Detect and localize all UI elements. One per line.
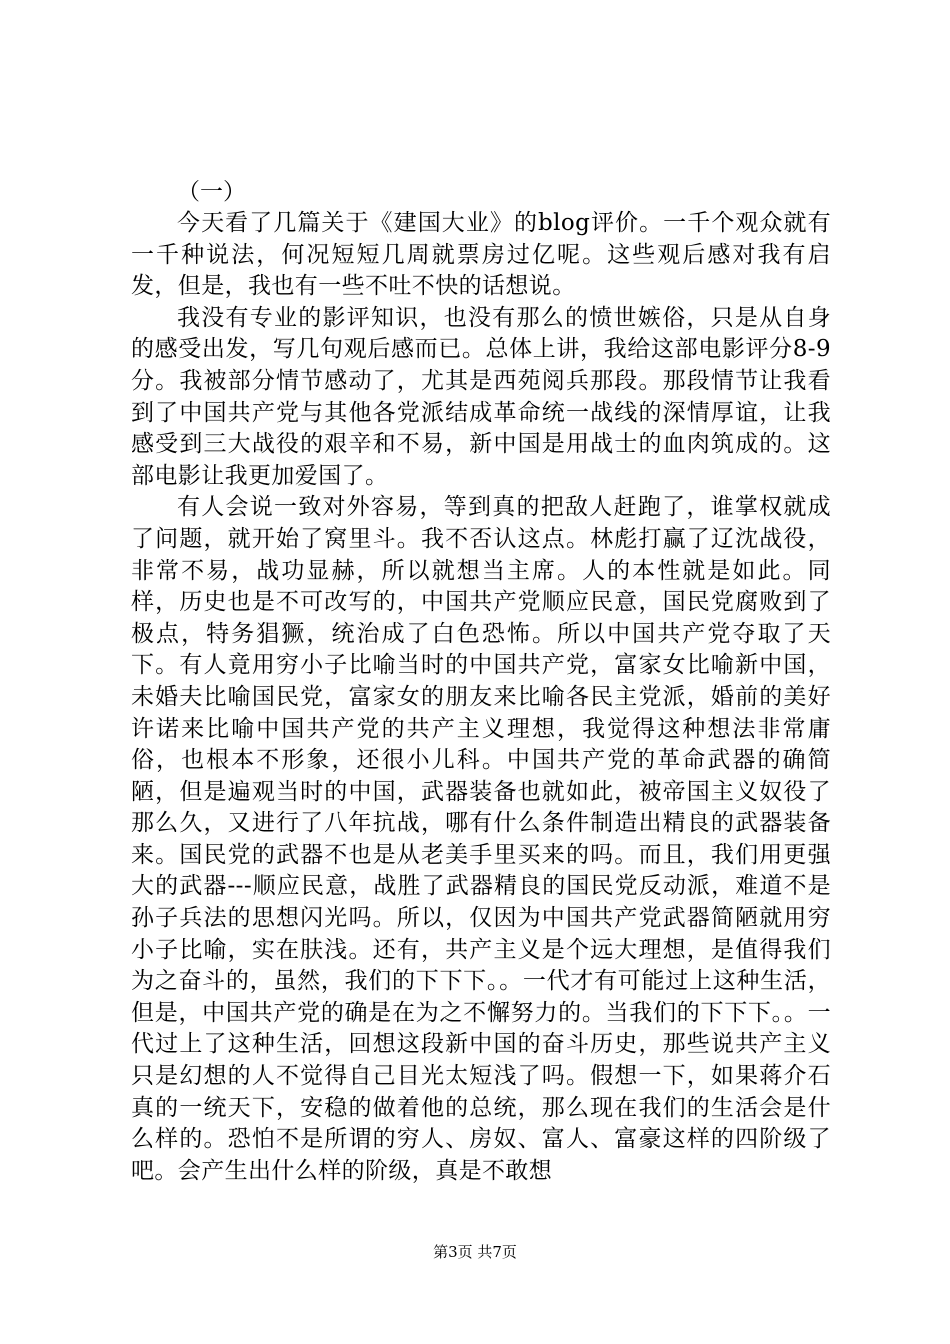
document-body	[131, 176, 831, 1187]
paragraph-1: 今天看了几篇关于《建国大业》的blog评价。一千个观众就有一千种说法，何况短短几周就票房过亿呢。这些观后感对我有启发，但是，我也有一些不吐不快的话想说。	[131, 210, 831, 300]
section-heading: （一）	[177, 179, 246, 205]
paragraph-2: 我没有专业的影评知识，也没有那么的愤世嫉俗，只是从自身的感受出发，写几句观后感而已。总体上讲，我给这部电影评分8-9分。我被部分情节感动了，尤其是西苑阅兵那段。那段情节让我看到了中国共产党与其他各党派结成革命统一战线的深情厚谊，让我感受到三大战役的艰辛和不易，新中国是用战士的血肉筑成的。这部电影让我更加爱国了。	[131, 304, 831, 489]
paragraph-3: 有人会说一致对外容易，等到真的把敌人赶跑了，谁掌权就成了问题，就开始了窝里斗。我不否认这点。林彪打赢了辽沈战役，非常不易，战功显赫，所以就想当主席。人的本性就是如此。同样，历史也是不可改写的，中国共产党顺应民意，国民党腐败到了极点，特务猖獗，统治成了白色恐怖。所以中国共产党夺取了天下。有人竟用穷小子比喻当时的中国共产党，富家女比喻新中国，未婚夫比喻国民党，富家女的朋友来比喻各民主党派，婚前的美好许诺来比喻中国共产党的共产主义理想，我觉得这种想法非常庸俗，也根本不形象，还很小儿科。中国共产党的革命武器的确简陋，但是遍观当时的中国，武器装备也就如此，被帝国主义奴役了那么久，又进行了八年抗战，哪有什么条件制造出精良的武器装备来。国民党的武器不也是从老美手里买来的吗。而且，我们用更强大的武器---顺应民意，战胜了武器精良的国民党反动派，难道不是孙子兵法的思想闪光吗。所以，仅因为中国共产党武器简陋就用穷小子比喻，实在肤浅。还有，共产主义是个远大理想，是值得我们为之奋斗的，虽然，我们的下下下。。一代才有可能过上这种生活，但是，中国共产党的确是在为之不懈努力的。当我们的下下下。。一代过上了这种生活，回想这段新中国的奋斗历史，那些说共产主义只是幻想的人不觉得自己目光太短浅了吗。假想一下，如果蒋介石真的一统天下，安稳的做着他的总统，那么现在我们的生活会是什么样的。恐怕不是所谓的穷人、房奴、富人、富豪这样的四阶级了吧。会产生出什么样的阶级，真是不敢想	[131, 494, 831, 1184]
page-number-footer: 第3页 共7页	[433, 1243, 517, 1261]
